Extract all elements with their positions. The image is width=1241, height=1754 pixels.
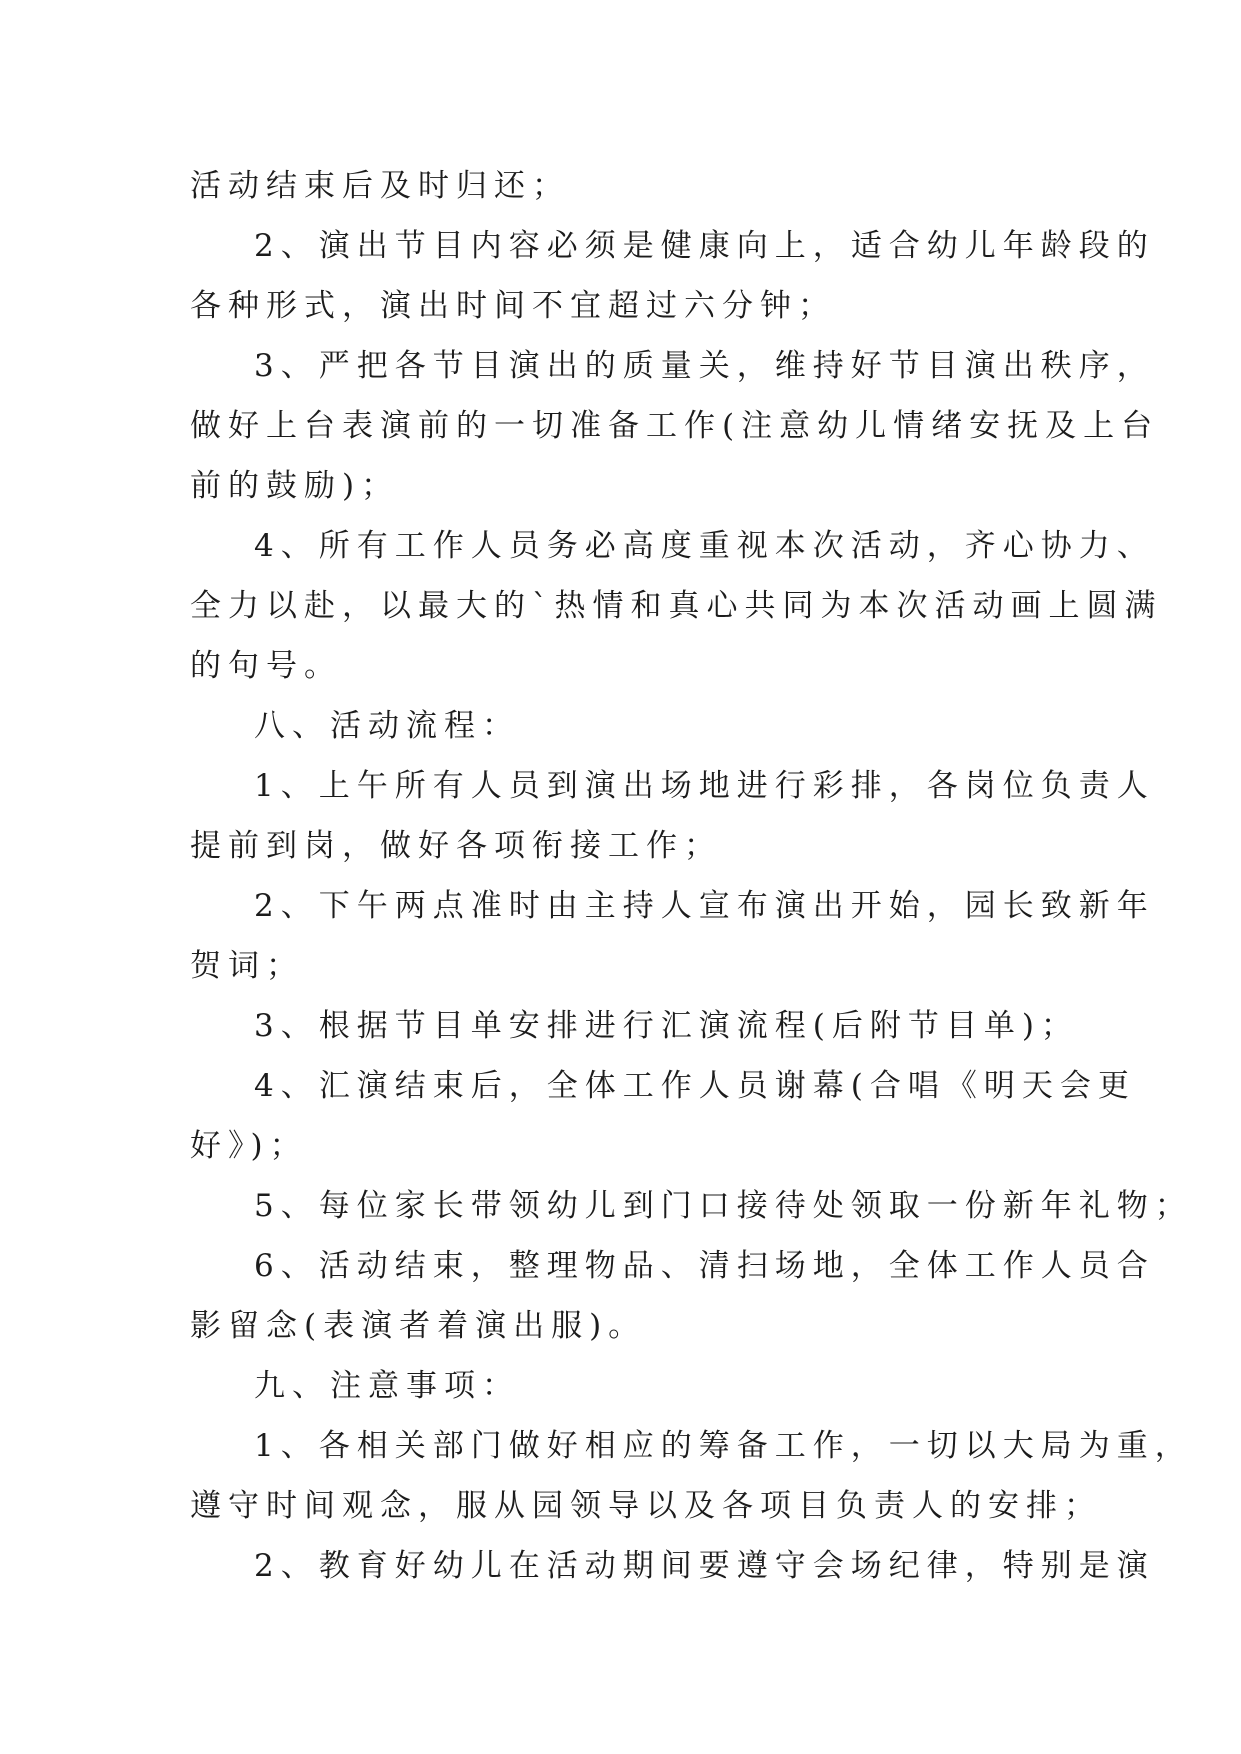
text-line: 活动结束后及时归还；: [190, 168, 570, 204]
text-line: 3、根据节目单安排进行汇演流程(后附节目单)；: [254, 1008, 1079, 1044]
text-line: 全力以赴，以最大的`热情和真心共同为本次活动画上圆满: [190, 588, 1163, 624]
text-line: 遵守时间观念，服从园领导以及各项目负责人的安排；: [190, 1488, 1102, 1524]
text-line: 的句号。: [190, 648, 342, 684]
text-line: 4、汇演结束后，全体工作人员谢幕(合唱《明天会更: [254, 1068, 1136, 1104]
text-line: 1、上午所有人员到演出场地进行彩排，各岗位负责人: [254, 768, 1155, 804]
text-line: 各种形式，演出时间不宜超过六分钟；: [190, 288, 836, 324]
section-heading: 九、注意事项：: [254, 1368, 520, 1404]
section-heading: 八、活动流程：: [254, 708, 520, 744]
text-line: 2、演出节目内容必须是健康向上，适合幼儿年龄段的: [254, 228, 1155, 264]
text-line: 影留念(表演者着演出服)。: [190, 1308, 647, 1344]
text-line: 3、严把各节目演出的质量关，维持好节目演出秩序，: [254, 348, 1155, 384]
text-line: 好》)；: [190, 1128, 308, 1164]
text-line: 做好上台表演前的一切准备工作(注意幼儿情绪安抚及上台: [190, 408, 1160, 444]
text-line: 贺词；: [190, 948, 304, 984]
text-line: 5、每位家长带领幼儿到门口接待处领取一份新年礼物；: [254, 1188, 1193, 1224]
text-line: 4、所有工作人员务必高度重视本次活动，齐心协力、: [254, 528, 1155, 564]
text-line: 1、各相关部门做好相应的筹备工作，一切以大局为重，: [254, 1428, 1193, 1464]
text-line: 提前到岗，做好各项衔接工作；: [190, 828, 722, 864]
text-line: 前的鼓励)；: [190, 468, 400, 504]
text-line: 2、教育好幼儿在活动期间要遵守会场纪律，特别是演: [254, 1548, 1155, 1584]
document-body: [190, 156, 1193, 1596]
text-line: 2、下午两点准时由主持人宣布演出开始，园长致新年: [254, 888, 1155, 924]
text-line: 6、活动结束，整理物品、清扫场地，全体工作人员合: [254, 1248, 1155, 1284]
